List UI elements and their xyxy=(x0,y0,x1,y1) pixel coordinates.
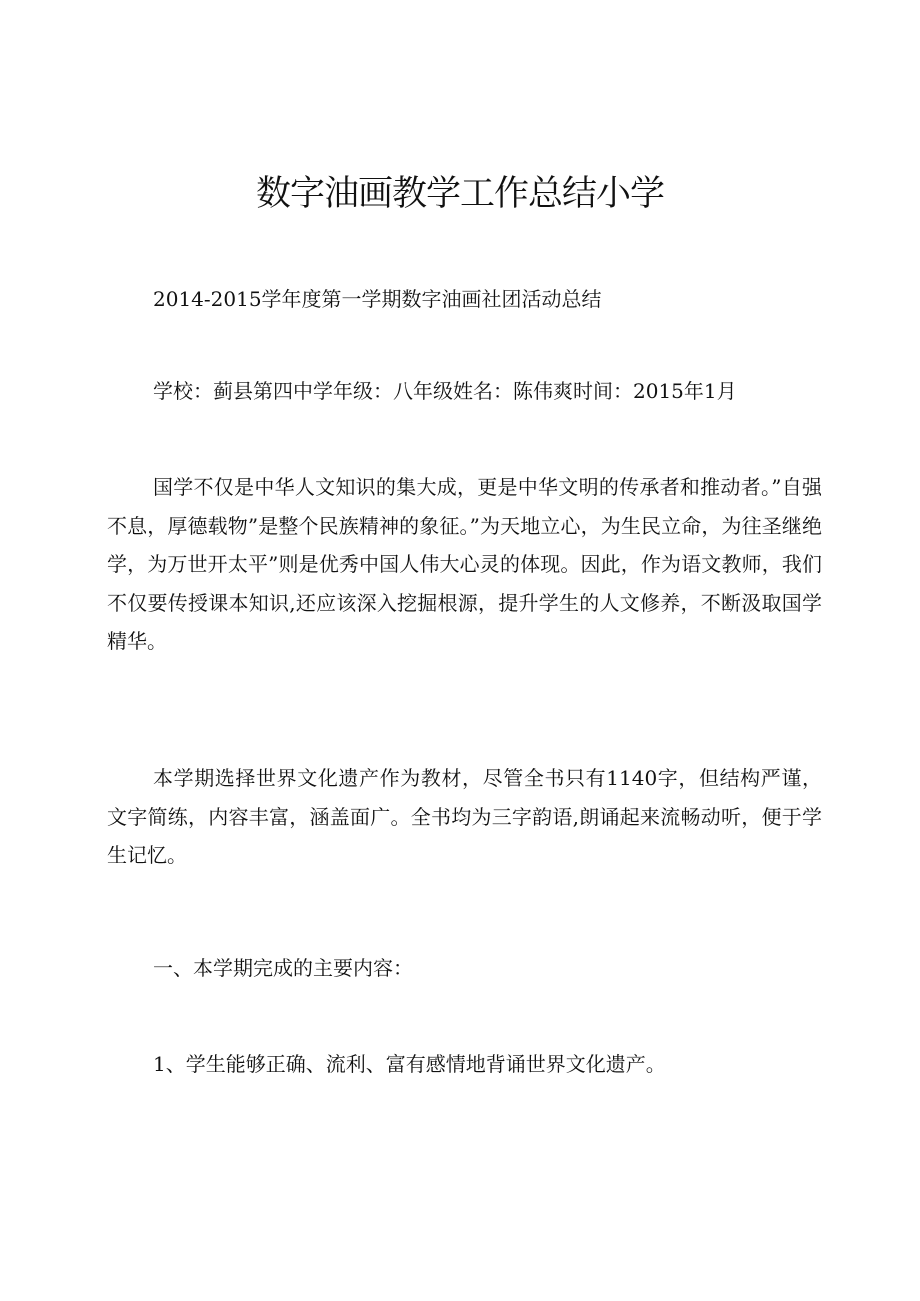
info-line: 学校：蓟县第四中学年级：八年级姓名：陈伟爽时间：2015年1月 xyxy=(153,379,737,403)
list-item-1: 1、学生能够正确、流利、富有感情地背诵世界文化遗产。 xyxy=(153,1052,666,1076)
subtitle-line: 2014-2015学年度第一学期数字油画社团活动总结 xyxy=(153,287,602,311)
document-title: 数字油画教学工作总结小学 xyxy=(255,174,664,214)
paragraph-intro: 国学不仅是中华人文知识的集大成，更是中华文明的传承者和推动者。”自强不息，厚德载物”是整个民族精神的象征。”为天地立心，为生民立命，为往圣继绝学，为万世开太平”则是优秀中国人伟大心灵的体现。因此，作为语文教师，我们不仅要传授课本知识,还应该深入挖掘根源，提升学生的人文修养，不断汲取国学精华。 xyxy=(107,475,822,653)
section-heading: 一、本学期完成的主要内容： xyxy=(153,956,413,980)
paragraph-textbook: 本学期选择世界文化遗产作为教材，尽管全书只有1140字，但结构严谨，文字简练，内容丰富，涵盖面广。全书均为三字韵语,朗诵起来流畅动听，便于学生记忆。 xyxy=(107,766,822,867)
